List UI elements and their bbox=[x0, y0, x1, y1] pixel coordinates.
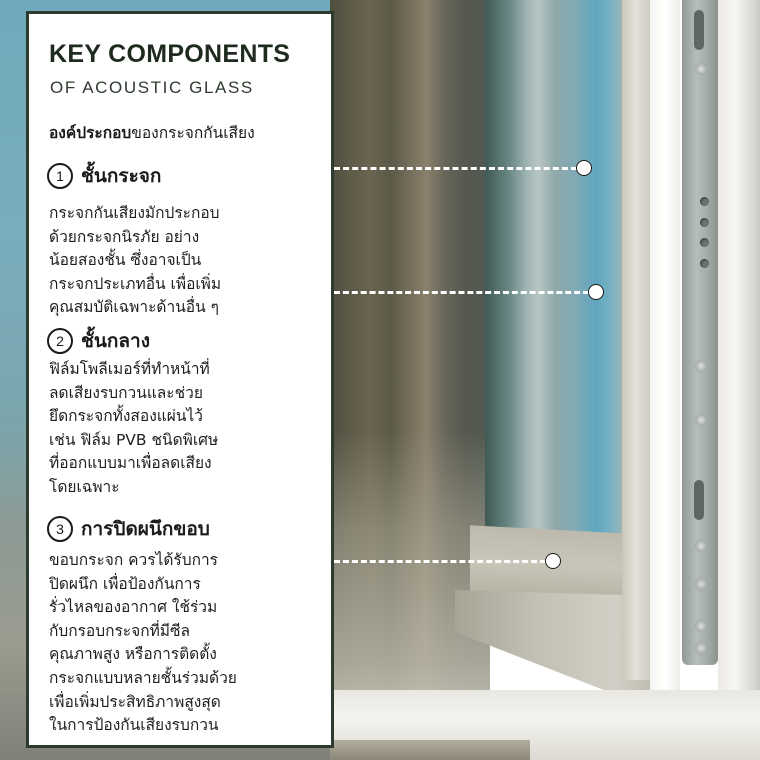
body-line: ลดเสียงรบกวนและช่วย bbox=[49, 383, 203, 402]
body-line: คุณภาพสูง หรือการติดตั้ง bbox=[49, 645, 217, 664]
section-2-header bbox=[47, 326, 150, 356]
body-line: เพื่อเพิ่มประสิทธิภาพสูงสุด bbox=[49, 692, 221, 711]
callout-dot-edge-seal bbox=[545, 553, 561, 569]
window-outer-frame bbox=[718, 0, 760, 700]
body-line: เช่น ฟิล์ม PVB ชนิดพิเศษ bbox=[49, 430, 219, 449]
window-frame-pillar bbox=[622, 0, 650, 680]
hardware-slot bbox=[694, 480, 704, 520]
body-line: ปิดผนึก เพื่อป้องกันการ bbox=[49, 574, 201, 593]
body-line: ขอบกระจก ควรได้รับการ bbox=[49, 551, 219, 569]
body-line: ฟิล์มโพลีเมอร์ที่ทำหน้าที่ bbox=[49, 360, 210, 378]
hardware-hole bbox=[700, 238, 709, 247]
panel-subtitle: OF ACOUSTIC GLASS bbox=[50, 78, 254, 97]
number-3-icon: 3 bbox=[47, 516, 73, 542]
callout-line-interlayer bbox=[334, 291, 589, 294]
number-1-icon: 1 bbox=[47, 163, 73, 189]
sill-shadow bbox=[330, 740, 530, 760]
info-panel bbox=[26, 11, 334, 748]
screw-icon bbox=[695, 642, 707, 654]
section-3-body bbox=[49, 549, 279, 738]
body-line: ด้วยกระจกนิรภัย อย่าง bbox=[49, 227, 200, 246]
screw-icon bbox=[695, 540, 707, 552]
section-1-title: ชั้นกระจก bbox=[81, 165, 162, 187]
body-line: กระจกประเภทอื่น เพื่อเพิ่ม bbox=[49, 274, 222, 293]
callout-dot-interlayer bbox=[588, 284, 604, 300]
panel-title: KEY COMPONENTS bbox=[49, 40, 291, 68]
hardware-hole bbox=[700, 259, 709, 268]
screw-icon bbox=[695, 578, 707, 590]
body-line: น้อยสองชั้น ซึ่งอาจเป็น bbox=[49, 251, 202, 270]
section-2-title: ชั้นกลาง bbox=[81, 330, 150, 352]
section-2-body bbox=[49, 358, 279, 500]
callout-line-glass-layer bbox=[334, 167, 577, 170]
body-line: ยึดกระจกทั้งสองแผ่นไว้ bbox=[49, 407, 203, 426]
section-3-header bbox=[47, 514, 210, 544]
screw-icon bbox=[695, 414, 707, 426]
window-lock-hardware bbox=[682, 0, 718, 665]
heading-bold-part: องค์ประกอบ bbox=[49, 124, 132, 142]
hardware-slot bbox=[694, 10, 704, 50]
components-heading bbox=[49, 120, 255, 145]
section-1-body bbox=[49, 202, 279, 320]
screw-icon bbox=[695, 360, 707, 372]
hardware-hole bbox=[700, 197, 709, 206]
body-line: ที่ออกแบบมาเพื่อลดเสียง bbox=[49, 454, 212, 473]
window-glass-pane bbox=[485, 0, 625, 540]
body-line: ในการป้องกันเสียงรบกวน bbox=[49, 716, 219, 735]
screw-icon bbox=[695, 63, 707, 75]
body-line: รั่วไหลของอากาศ ใช้ร่วม bbox=[49, 598, 218, 617]
section-1-header bbox=[47, 161, 161, 191]
callout-line-edge-seal bbox=[334, 560, 546, 563]
section-3-title: การปิดผนึกขอบ bbox=[81, 518, 210, 540]
number-2-icon: 2 bbox=[47, 328, 73, 354]
heading-regular-part: ของกระจกกันเสียง bbox=[131, 124, 255, 142]
screw-icon bbox=[695, 620, 707, 632]
body-line: กับกรอบกระจกที่มีซีล bbox=[49, 621, 191, 640]
body-line: โดยเฉพาะ bbox=[49, 477, 120, 496]
body-line: กระจกแบบหลายชั้นร่วมด้วย bbox=[49, 668, 237, 687]
hardware-hole bbox=[700, 218, 709, 227]
body-line: กระจกกันเสียงมักประกอบ bbox=[49, 204, 220, 222]
window-white-post bbox=[650, 0, 680, 700]
body-line: คุณสมบัติเฉพาะด้านอื่น ๆ bbox=[49, 298, 219, 317]
callout-dot-glass-layer bbox=[576, 160, 592, 176]
